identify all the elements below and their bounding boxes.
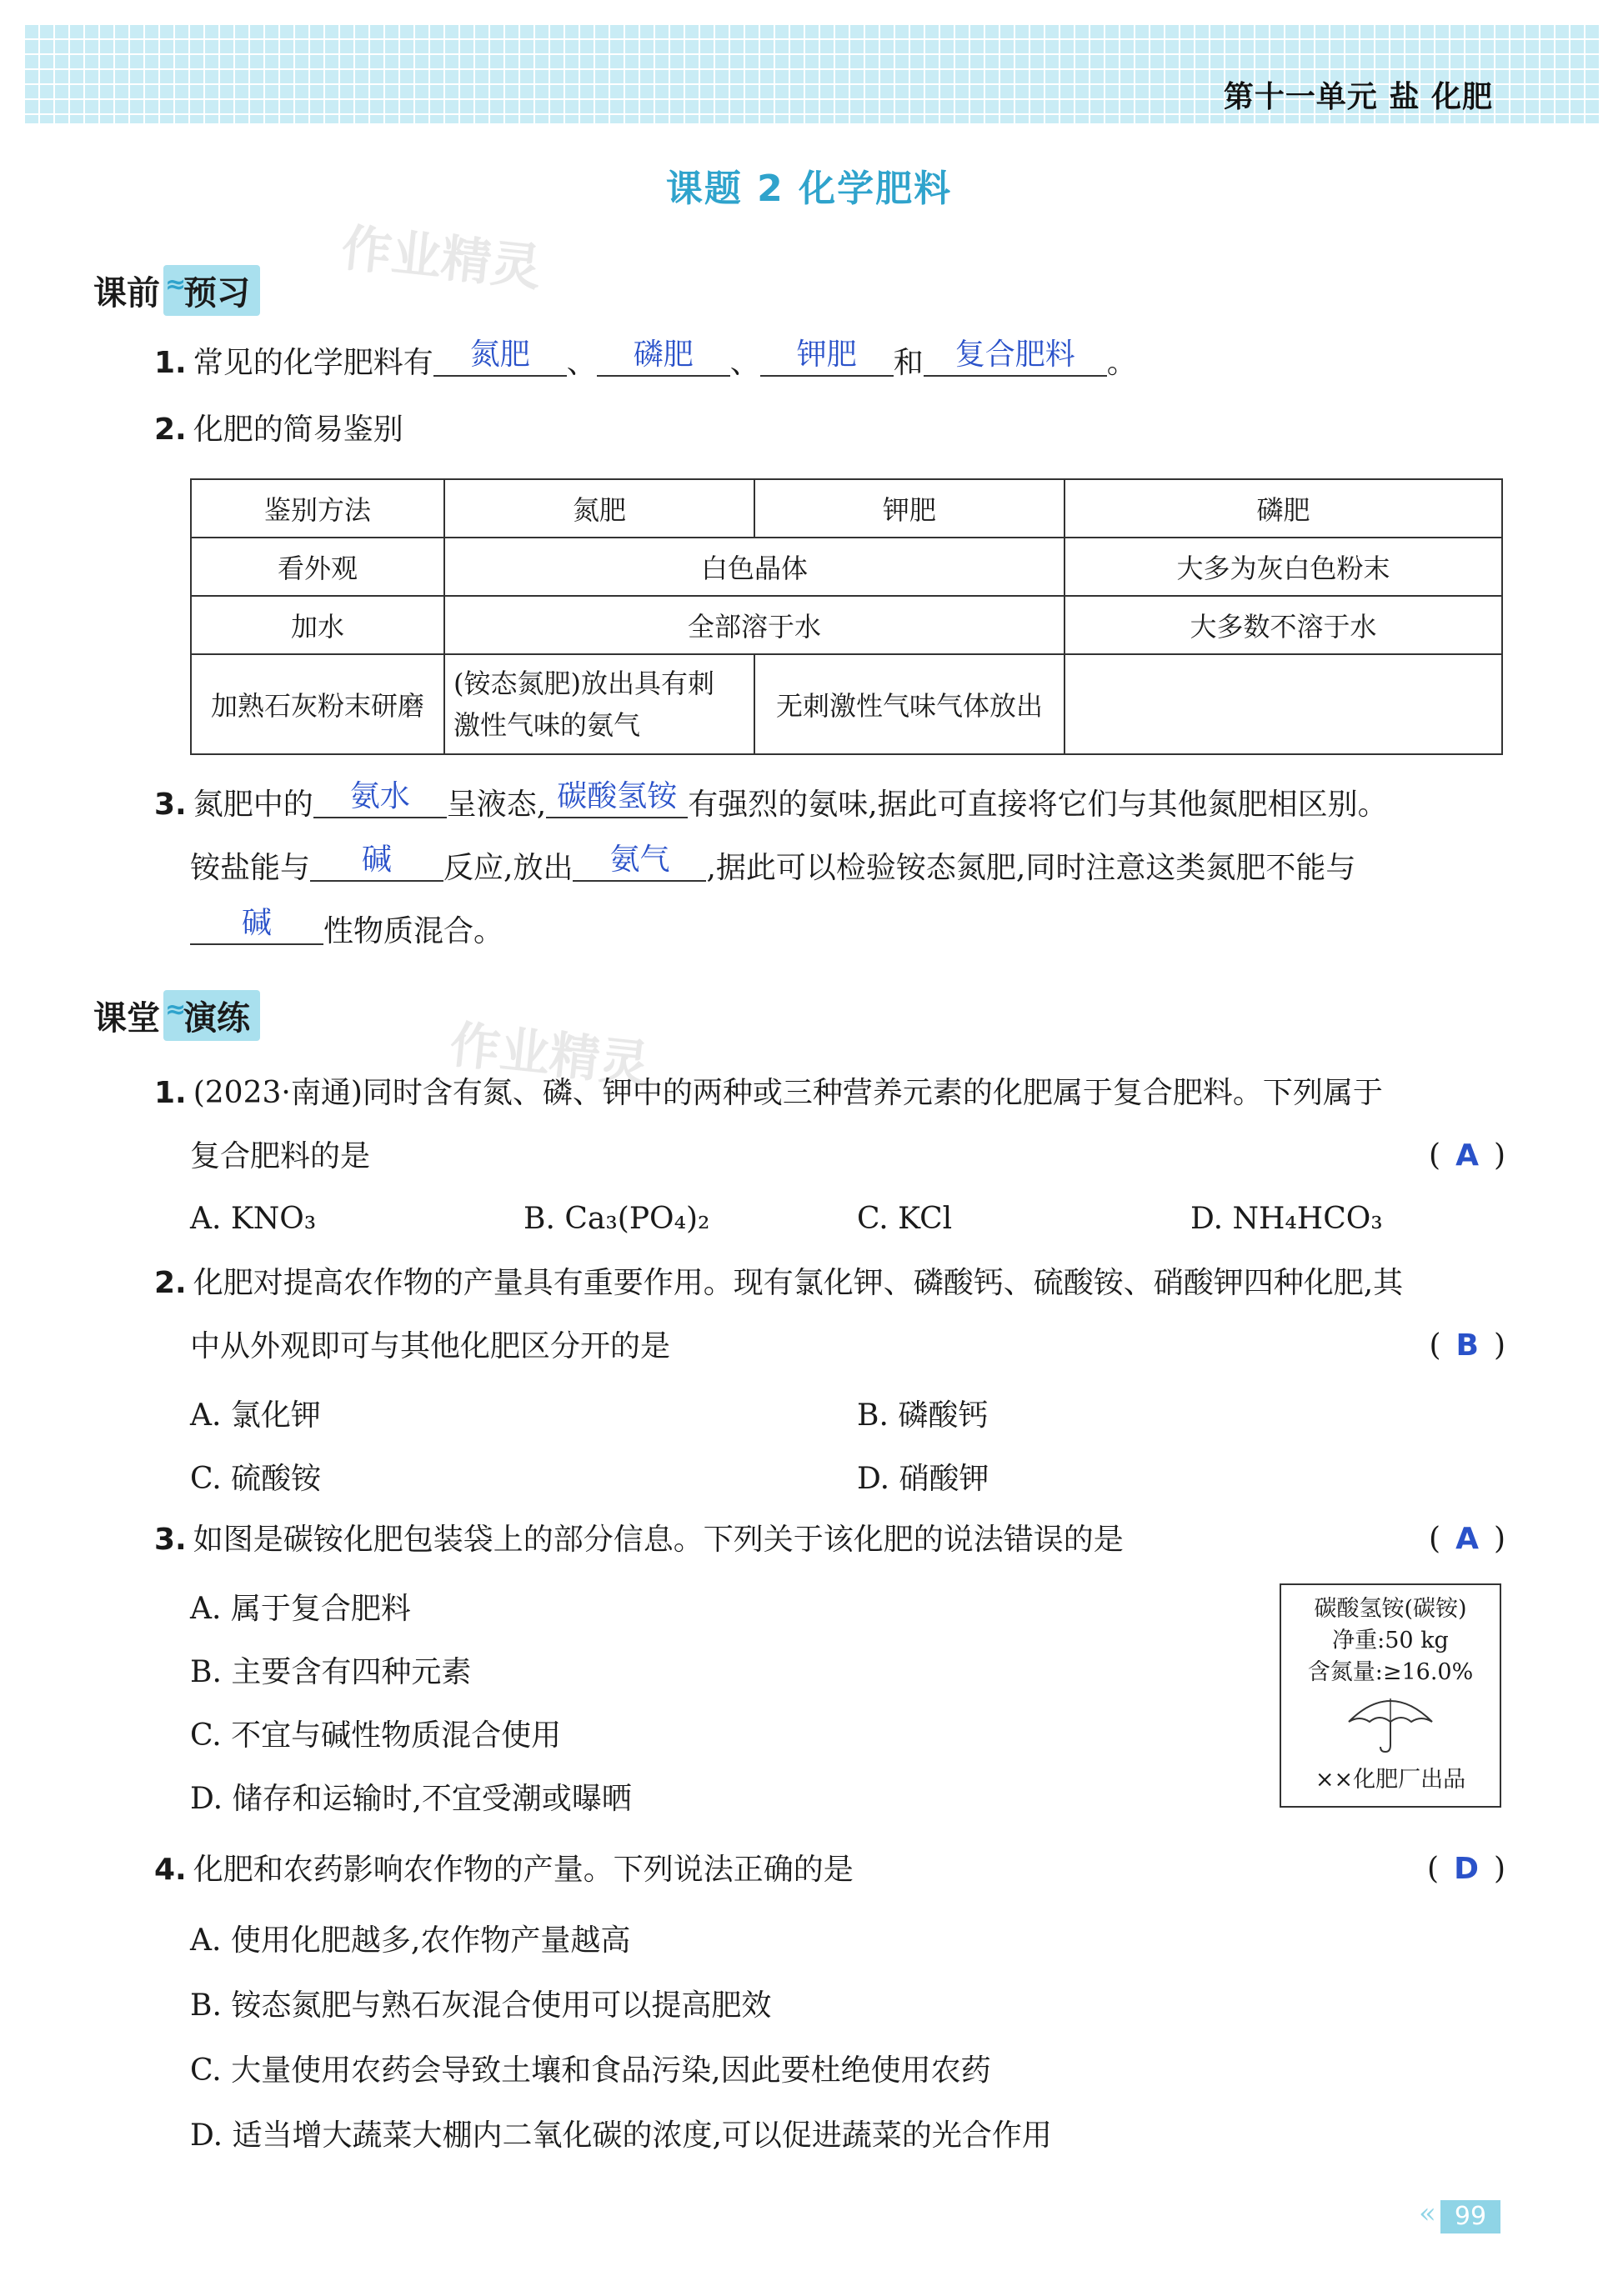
watermark: 作业精灵 [447,1015,653,1095]
table-cell: 大多数不溶于水 [1064,596,1502,654]
question-2: 2. 化肥的简易鉴别 [154,413,403,447]
answer-blank: 氮肥 [433,337,567,377]
watermark: 作业精灵 [338,218,544,298]
table-cell: 无刺激性气味气体放出 [754,654,1064,754]
option-b: B. 铵态氮肥与熟石灰混合使用可以提高肥效 [190,1988,772,2023]
answer-choice: A [1455,1522,1479,1556]
option-d: D. 硝酸钾 [857,1462,989,1496]
practice-q2-line-1: 2. 化肥对提高农作物的产量具有重要作用。现有氯化钾、磷酸钙、硫酸铵、硝酸钾四种化肥,其 [154,1266,1404,1300]
option-d: D. 适当增大蔬菜大棚内二氧化碳的浓度,可以促进蔬菜的光合作用 [190,2118,1052,2153]
answer-blank: 钾肥 [760,337,894,377]
practice-q1-line-2: 复合肥料的是 [190,1139,371,1173]
table-cell: 白色晶体 [444,538,1064,596]
answer-paren: ( A ) [1429,1138,1505,1173]
option-b: B. 磷酸钙 [857,1398,989,1433]
identification-table [190,478,1503,755]
option-d: D. 储存和运输时,不宜受潮或曝晒 [190,1782,632,1816]
answer-paren: ( D ) [1427,1852,1505,1886]
answer-paren: ( A ) [1429,1522,1505,1556]
section-preview: 课前 ≈ 预习 [93,265,260,316]
answer-blank: 磷肥 [597,337,730,377]
option-a: A. 使用化肥越多,农作物产量越高 [190,1923,631,1958]
question-3-line-2: 铵盐能与 碱 反应,放出 氨气 ,据此可以检验铵态氮肥,同时注意这类氮肥不能与 [190,843,1356,885]
table-cell: 看外观 [191,538,444,596]
option-a: A. KNO₃ [190,1202,317,1236]
page-number: 99 [1440,2200,1500,2233]
question-3-line-1: 3. 氮肥中的 氨水 呈液态, 碳酸氢铵 有强烈的氨味,据此可直接将它们与其他氮肥相区别。 [154,779,1388,822]
table-header: 鉴别方法 [191,479,444,538]
table-cell: 加水 [191,596,444,654]
option-d: D. NH₄HCO₃ [1190,1202,1383,1236]
answer-blank: 复合肥料 [924,337,1107,377]
table-header: 磷肥 [1064,479,1502,538]
answer-blank: 碱 [190,905,323,945]
question-1: 1. 常见的化学肥料有 氮肥 、 磷肥 、 钾肥 和 复合肥料 。 [154,338,1137,380]
practice-q2-line-2: 中从外观即可与其他化肥区分开的是 [190,1329,671,1363]
answer-blank: 碳酸氢铵 [546,778,688,818]
practice-q4-line-1: 4. 化肥和农药影响农作物的产量。下列说法正确的是 [154,1853,854,1887]
answer-choice: D [1454,1852,1479,1886]
table-cell: 加熟石灰粉末研磨 [191,654,444,754]
section-practice: 课堂 ≈ 演练 [93,990,260,1041]
answer-blank: 碱 [310,842,443,882]
table-cell: 全部溶于水 [444,596,1064,654]
option-a: A. 氯化钾 [190,1398,321,1433]
answer-choice: B [1455,1328,1479,1363]
answer-blank: 氨气 [573,842,706,882]
practice-q3-line-1: 3. 如图是碳铵化肥包装袋上的部分信息。下列关于该化肥的说法错误的是 [154,1523,1124,1557]
answer-choice: A [1455,1138,1479,1173]
table-cell [1064,654,1502,754]
lesson-title: 课题 2 化学肥料 [665,168,953,210]
option-c: C. 不宜与碱性物质混合使用 [190,1718,562,1753]
fertilizer-label-figure: 碳酸氢铵(碳铵) 净重:50 kg 含氮量:≥16.0% ××化肥厂出品 [1280,1583,1501,1808]
option-c: C. KCl [857,1202,953,1236]
table-header: 钾肥 [754,479,1064,538]
umbrella-icon [1345,1688,1436,1755]
question-3-line-3: 碱 性物质混合。 [190,910,503,950]
answer-blank: 氨水 [313,778,447,818]
option-b: B. Ca₃(PO₄)₂ [523,1202,710,1236]
option-c: C. 大量使用农药会导致土壤和食品污染,因此要杜绝使用农药 [190,2053,991,2088]
option-a: A. 属于复合肥料 [190,1592,411,1626]
table-cell: 大多为灰白色粉末 [1064,538,1502,596]
option-b: B. 主要含有四种元素 [190,1655,472,1689]
table-header: 氮肥 [444,479,754,538]
table-cell: (铵态氮肥)放出具有刺 激性气味的氨气 [444,654,754,754]
chevron-left-icon: « [1419,2197,1436,2230]
practice-q1-line-1: 1. (2023·南通)同时含有氮、磷、钾中的两种或三种营养元素的化肥属于复合肥料。下列属于 [154,1076,1383,1110]
chapter-title: 第十一单元 盐 化肥 [1223,80,1493,114]
option-c: C. 硫酸铵 [190,1462,322,1496]
answer-paren: ( B ) [1429,1328,1505,1363]
